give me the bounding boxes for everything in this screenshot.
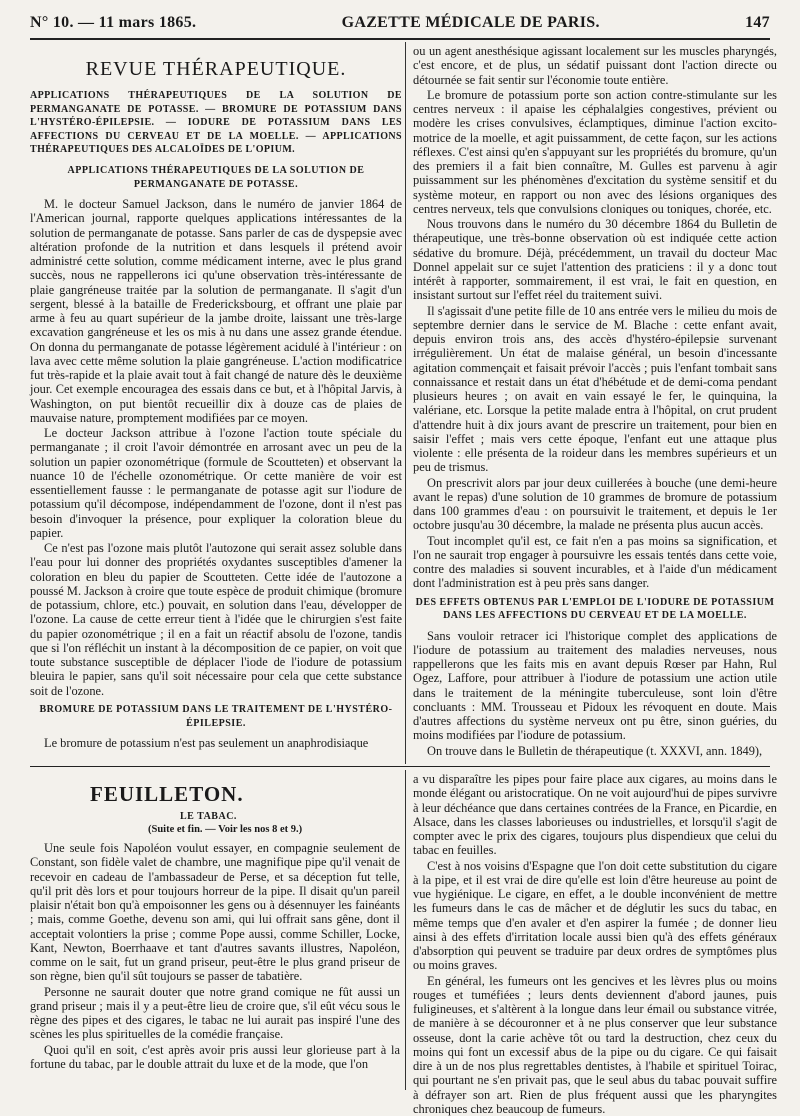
table-of-contents: APPLICATIONS THÉRAPEUTIQUES DE LA SOLUTION DE PERMANGANATE DE POTASSE. — BROMURE DE POTASSIUM DANS L'HYSTÉRO-ÉPILEPSIE. — IODURE DE POTASSIUM DANS LES AFFECTIONS DU CERVEAU ET DE LA MOELLE. — APPLICATIONS THÉRAPEUTIQUES DES ALCALOÏDES DE L'OPIUM.: [30, 89, 402, 157]
header-rule: [30, 38, 770, 40]
paragraph: On prescrivit alors par jour deux cuillerées à bouche (une demi-heure avant le repas) d'une solution de 10 grammes de bromure de potassium dans 100 grammes d'eau : on poursuivit le traitement, et depuis le 1er octobre jusqu'au 30 décembre, la malade ne présenta plus aucun accès.: [413, 476, 777, 533]
paragraph: Quoi qu'il en soit, c'est après avoir pris aussi leur glorieuse part à la fortune du tabac, par le double attrait du luxe et de la mode, que l'on: [30, 1043, 400, 1072]
paragraph: C'est à nos voisins d'Espagne que l'on doit cette substitution du cigare à la pipe, et il est vrai de dire qu'elle est loin d'être heureuse au point de vue hygiénique. Le cigare, en effet, a le double inconvénient de mettre les fumeurs dans le cas de mâcher et de déglutir les sucs du tabac, en même temps que d'en avaler et d'en aspirer la fumée ; de donner lieu ainsi à des effets d'irritation locale aussi bien qu'à des effets généraux d'absorption qui peuvent se traduire par deux ordres de symptômes plus ou moins graves.: [413, 859, 777, 973]
paragraph: Le bromure de potassium porte son action contre-stimulante sur les centres nerveux : il apaise les céphalalgies congestives, prévient ou modère les crises convulsives, éclamptiques, diminue l'action excito-motrice de la moelle, et agit puissamment, de cette façon, sur les actions réflexes. C'est ainsi qu'en s'appuyant sur les propriétés du bromure, qu'un des premiers il a fait bien connaître, M. Gulles est parvenu à agir puissamment sur les phénomènes d'excitation du système sensitif et du système moteur, en rapport ou non avec des lésions organiques des centres nerveux, tels que convulsions cloniques ou toniques, chorée, etc.: [413, 88, 777, 216]
section-title: REVUE THÉRAPEUTIQUE.: [30, 58, 402, 81]
paragraph: Il s'agissait d'une petite fille de 10 ans entrée vers le milieu du mois de septembre dernier dans le service de M. Blache : cette enfant avait, depuis environ trois ans, des accès d'hystéro-épilepsie survenant irrégulièrement. Un état de malaise général, un besoin d'incessante agitation commençait et faisait prévoir l'accès ; puis l'enfant tombait sans connaissance et restait dans un état d'hébétude et de demi-coma pendant plusieurs heures ; on avait en vain essayé le fer, le quinquina, la valériane, etc. Lorsque la petite malade entra à l'hôpital, on crut prudent d'attendre huit à dix jours avant de prescrire un traitement, pour bien en saisir l'effet ; mais vers cette époque, l'enfant eut une attaque plus violente : elle présenta de la roideur dans les membres supérieurs et un peu de trismus.: [413, 304, 777, 475]
feuilleton-title: FEUILLETON.: [90, 782, 400, 807]
paragraph: En général, les fumeurs ont les gencives et les lèvres plus ou moins rouges et tuméfiées ; leurs dents deviennent d'abord jaunes, puis fuligineuses, et s'altèrent à la longue dans leur émail ou substance vitrée, de manière à se découronner et à ne plus conserver que leur substance osseuse, dont la carie achève tôt ou tard la destruction, chez ceux du moins qui font un excessif abus de la pipe ou du cigare. Ce qui faisait dire à un de nos plus regrettables dentistes, à l'habile et spirituel Toirac, qui pourtant ne s'en privait pas, que le seul abus du tabac pouvait suffire à défrayer son art. Rien de plus fréquent aussi que les pharyngites chroniques chez beaucoup de fumeurs.: [413, 974, 777, 1116]
column-divider: [405, 770, 406, 1090]
page-number: 147: [745, 14, 770, 32]
paragraph: a vu disparaître les pipes pour faire place aux cigares, au moins dans le monde élégant ou aristocratique. On ne voit aujourd'hui de pipes survivre à leur déchéance que dans certaines contrées de la France, en Picardie, en Alsace, dans les classes laborieuses ou industrielles, et lorsqu'il s'agit de compter avec le prix des cigares, toujours plus dispendieux que celui du tabac en feuilles.: [413, 772, 777, 858]
issue-number: N° 10. — 11 mars 1865.: [30, 14, 196, 32]
paragraph: Ce n'est pas l'ozone mais plutôt l'autozone qui serait assez soluble dans l'eau pour lui donner des propriétés oxydantes susceptibles d'amener la coloration en bleu du papier de Scoutteten. Cette idée de l'autozone a poussé M. Jackson à croire que toute espèce de produit chimique (bromure de potassium, chlore, etc.) pouvait, en solution dans l'eau, développer de l'ozone. La cause de cette erreur tient à l'idée que le chirurgien s'est faite du papier ozonométrique ; il en a fait un réactif absolu de l'ozone, tandis que si l'on réfléchit un instant à la décomposition de ce papier, on voit que toute substance susceptible de déplacer l'iode de l'iodure de potassium bleuira le papier, sans qu'il soit nécessaire pour cela que cette substance soit de l'ozone.: [30, 541, 402, 698]
right-column: [413, 44, 777, 764]
article-heading-iodure: DES EFFETS OBTENUS PAR L'EMPLOI DE L'IODURE DE POTASSIUM DANS LES AFFECTIONS DU CERVEAU ET DE LA MOELLE.: [413, 596, 777, 623]
feuilleton-note: (Suite et fin. — Voir les nos 8 et 9.): [148, 824, 400, 835]
left-column: [30, 44, 402, 764]
journal-title: GAZETTE MÉDICALE DE PARIS.: [342, 14, 600, 32]
feuilleton-left-column: [30, 772, 400, 1090]
paragraph: Personne ne saurait douter que notre grand comique ne fût aussi un grand priseur ; mais il y a peut-être lieu de croire que, s'il eût vécu sous le règne des pipes et des cigares, le tabac ne lui aurait pas inspiré l'une des scènes les plus spirituelles de la comédie française.: [30, 985, 400, 1042]
article-heading-bromure: BROMURE DE POTASSIUM DANS LE TRAITEMENT DE L'HYSTÉRO-ÉPILEPSIE.: [30, 703, 402, 730]
paragraph: Le docteur Jackson attribue à l'ozone l'action toute spéciale du permanganate ; il croit l'avoir démontrée en arrosant avec un peu de la solution un papier ozonométrique (formule de Scoutteten) et observant la nuance 10 de l'échelle ozonométrique. Or cette manière de voir est essentiellement fausse : le permanganate de potasse agit sur l'iodure de potassium qu'il décompose, indépendamment de l'ozone, dont il n'est pas besoin d'invoquer la présence, pour expliquer la coloration bleue du papier.: [30, 426, 402, 540]
paragraph: Une seule fois Napoléon voulut essayer, en compagnie seulement de Constant, son fidèle valet de chambre, une magnifique pipe qu'il venait de recevoir en cadeau de l'ambassadeur de Perse, et sa déception fut telle, qu'il prit dès lors et pour toujours horreur de la pipe. Il disait qu'un pareil plaisir n'était bon qu'à empoisonner les gens ou à désennuyer les fainéants ; mais, comme Goethe, devenu son ami, qui lui offrait sans gêne, dont il acceptait volontiers la prise ; comme Pope aussi, comme Schiller, Locke, Kant, Newton, Boerrhaave et tant d'autres savants illustres, Napoléon, comme on le sait, fut un grand priseur, peut-être le plus grand priseur de son règne, bien qu'il sût toujours se passer de tabatière.: [30, 841, 400, 984]
paragraph: Sans vouloir retracer ici l'historique complet des applications de l'iodure de potassium au traitement des maladies nerveuses, nous rappellerons que les faits mis en avant depuis Rœser par Hahn, Rul Ogez, Laffore, pour attribuer à l'iodure de potassium une action utile dans le traitement de la méningite tuberculeuse, sont loin d'être concluants : MM. Trousseau et Pidoux les révoquent en doute. Mais d'autres affections du système nerveux ont pu être, sinon guéries, du moins modifiées par l'iodure de potassium.: [413, 629, 777, 743]
paragraph: ou un agent anesthésique agissant localement sur les muscles pharyngés, c'est encore, et de plus, un sédatif puissant dont l'action directe ou détournée se fait sentir sur l'économie toute entière.: [413, 44, 777, 87]
paragraph: M. le docteur Samuel Jackson, dans le numéro de janvier 1864 de l'American journal, rapporte quelques applications intéressantes de la solution de permanganate de potasse. Sans parler de cas de dyspepsie avec altération profonde de la nutrition et dans lesquels il prétend avoir administré cette solution, comme médicament interne, avec le plus grand succès, nous ne rappellerons ici qu'une observation très-intéressante de plaie gangréneuse traitée par la solution de permanganate. Il s'agit d'un sergent, blessé à la bataille de Fredericksbourg, et offrant une plaie par arme à feu au quart supérieur de la jambe droite, laissant une très-large excavation gangréneuse et les os mis à nu dans une assez grande étendue. On donna du permanganate de potasse légèrement acidulé à l'intérieur : on lava avec cette même solution la plaie gangréneuse. L'action modificatrice fut très-rapide et la plaie avait tout à fait changé de nature dès le deuxième jour. Cet exemple encouragea des essais dans ce but, et à l'hôpital Jarvis, à Washington, on put bientôt recueillir dix à douze cas de plaies de mauvaise nature, promptement modifiées par ce moyen.: [30, 197, 402, 425]
column-divider: [405, 42, 406, 764]
paragraph: On trouve dans le Bulletin de thérapeutique (t. XXXVI, ann. 1849),: [413, 744, 777, 758]
feuilleton-right-column: [413, 772, 777, 1090]
feuilleton-subtitle: LE TABAC.: [180, 811, 400, 822]
paragraph: Tout incomplet qu'il est, ce fait n'en a pas moins sa signification, et l'on ne saurait trop engager à poursuivre les essais tentés dans cette voie, contre des maladies si souvent incurables, et à l'aide d'un médicament dont l'administration est à peu près sans danger.: [413, 534, 777, 591]
paragraph: Le bromure de potassium n'est pas seulement un anaphrodisiaque: [30, 736, 402, 750]
feuilleton-rule: [30, 766, 770, 767]
article-heading-permanganate: APPLICATIONS THÉRAPEUTIQUES DE LA SOLUTION DE PERMANGANATE DE POTASSE.: [30, 164, 402, 191]
paragraph: Nous trouvons dans le numéro du 30 décembre 1864 du Bulletin de thérapeutique, une très-bonne observation où est indiquée cette action sédative du bromure. Déjà, précédemment, un travail du docteur Mac Donnel appelait sur ce sujet l'attention des praticiens : il y a donc tout intérêt à rapporter, sommairement, il est vrai, le fait en question, en insistant surtout sur l'effet réel du traitement suivi.: [413, 217, 777, 303]
running-header: [30, 10, 770, 36]
